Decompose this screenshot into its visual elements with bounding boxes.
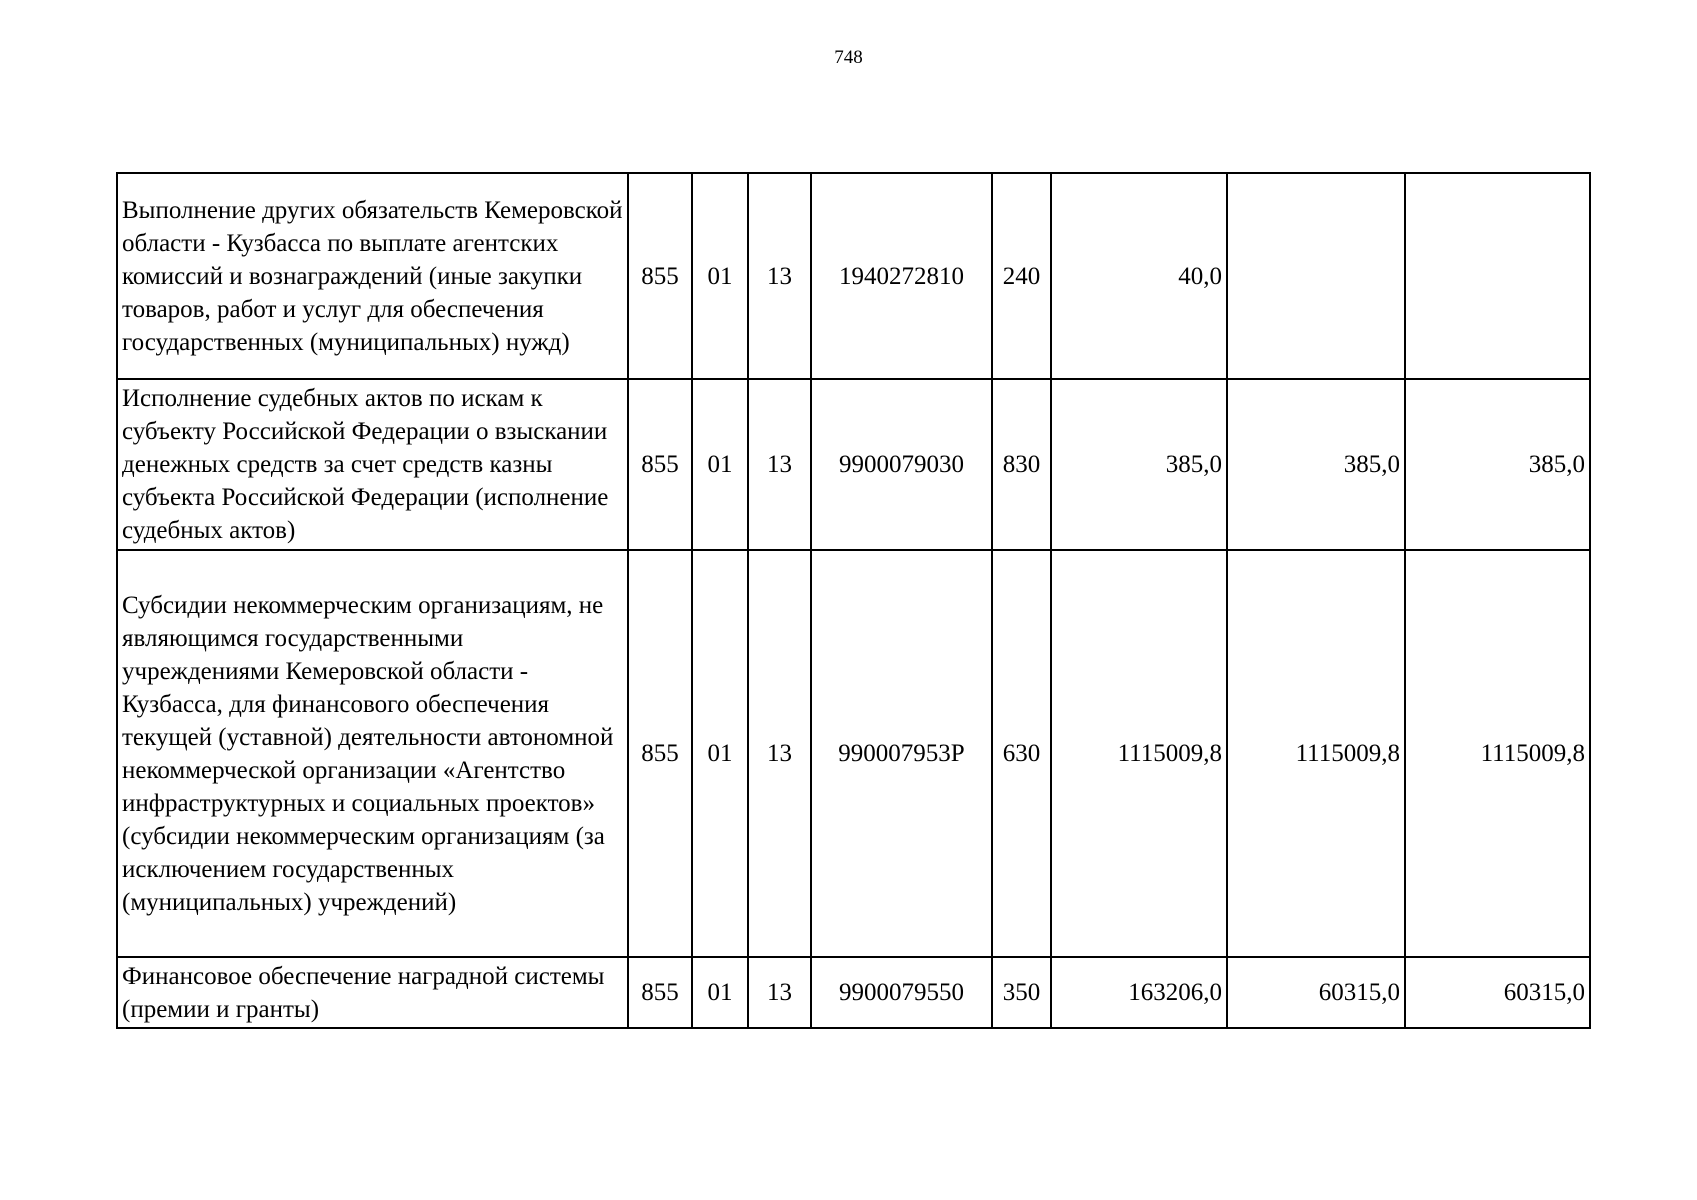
table-row <box>117 550 1590 957</box>
expense-type-code: 830 <box>992 379 1051 550</box>
target-article-code: 9900079550 <box>811 957 992 1028</box>
subsection-code: 13 <box>748 957 811 1028</box>
amount-year-1: 385,0 <box>1051 379 1227 550</box>
amount-year-1: 40,0 <box>1051 173 1227 379</box>
page-number: 748 <box>834 47 863 68</box>
amount-year-1: 163206,0 <box>1051 957 1227 1028</box>
row-description: Субсидии некоммерческим организациям, не являющимся государственными учреждениями Кемеровской области - Кузбасса, для финансового обеспечения текущей (уставной) деятельности автономной некоммерческой организации «Агентство инфраструктурных и социальных проектов» (субсидии некоммерческим организациям (за исключением государственных (муниципальных) учреждений) <box>117 550 628 957</box>
amount-year-3: 1115009,8 <box>1405 550 1590 957</box>
amount-year-2: 385,0 <box>1227 379 1405 550</box>
subsection-code: 13 <box>748 173 811 379</box>
ministry-code: 855 <box>628 173 692 379</box>
section-code: 01 <box>692 379 748 550</box>
table-row <box>117 173 1590 379</box>
table-row <box>117 957 1590 1028</box>
expense-type-code: 630 <box>992 550 1051 957</box>
amount-year-3 <box>1405 173 1590 379</box>
ministry-code: 855 <box>628 957 692 1028</box>
target-article-code: 1940272810 <box>811 173 992 379</box>
target-article-code: 9900079030 <box>811 379 992 550</box>
subsection-code: 13 <box>748 379 811 550</box>
ministry-code: 855 <box>628 379 692 550</box>
section-code: 01 <box>692 173 748 379</box>
section-code: 01 <box>692 550 748 957</box>
target-article-code: 990007953P <box>811 550 992 957</box>
ministry-code: 855 <box>628 550 692 957</box>
expense-type-code: 240 <box>992 173 1051 379</box>
amount-year-2: 60315,0 <box>1227 957 1405 1028</box>
amount-year-2: 1115009,8 <box>1227 550 1405 957</box>
row-description: Финансовое обеспечение наградной системы (премии и гранты) <box>117 957 628 1028</box>
row-description: Исполнение судебных актов по искам к субъекту Российской Федерации о взыскании денежных средств за счет средств казны субъекта Российской Федерации (исполнение судебных актов) <box>117 379 628 550</box>
subsection-code: 13 <box>748 550 811 957</box>
section-code: 01 <box>692 957 748 1028</box>
expense-type-code: 350 <box>992 957 1051 1028</box>
amount-year-1: 1115009,8 <box>1051 550 1227 957</box>
amount-year-3: 60315,0 <box>1405 957 1590 1028</box>
amount-year-3: 385,0 <box>1405 379 1590 550</box>
table-row <box>117 379 1590 550</box>
row-description: Выполнение других обязательств Кемеровской области - Кузбасса по выплате агентских комиссий и вознаграждений (иные закупки товаров, работ и услуг для обеспечения государственных (муниципальных) нужд) <box>117 173 628 379</box>
budget-table <box>116 172 1591 1029</box>
amount-year-2 <box>1227 173 1405 379</box>
